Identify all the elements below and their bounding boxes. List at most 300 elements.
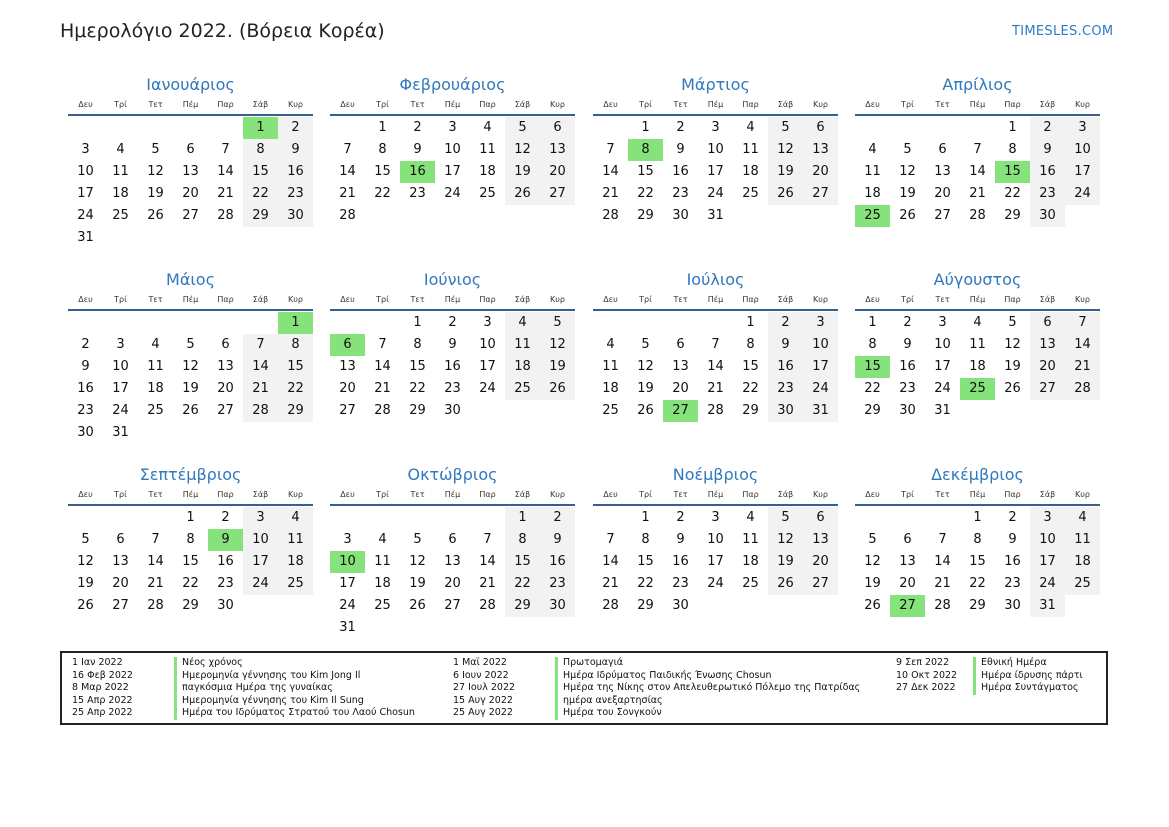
day-cell: 23: [899, 381, 916, 396]
month-calendar: [855, 72, 1100, 227]
weekday-label: Δευ: [865, 490, 880, 499]
week-row: [68, 573, 313, 595]
weekday-label: Σάβ: [514, 490, 531, 499]
day-cell: 7: [483, 532, 492, 547]
holiday-day-cell: 15: [855, 356, 890, 378]
header-divider: [68, 114, 313, 116]
week-row: [593, 595, 838, 617]
week-row: [330, 595, 575, 617]
weekday-label: Πέμ: [444, 490, 461, 499]
day-cell: 6: [938, 142, 947, 157]
empty-day-cell: [803, 205, 838, 227]
week-row: [330, 356, 575, 378]
day-cell: 4: [746, 510, 755, 525]
day-cell: 19: [1004, 359, 1021, 374]
day-cell: 31: [934, 403, 951, 418]
day-cell: 14: [243, 356, 278, 378]
day-cell: 30: [540, 595, 575, 617]
day-cell: 9: [413, 142, 422, 157]
day-cell: 26: [505, 183, 540, 205]
week-row: [593, 139, 838, 161]
header-divider: [593, 504, 838, 506]
weekday-header: [68, 98, 313, 114]
empty-day-cell: [330, 312, 365, 334]
empty-day-cell: [208, 117, 243, 139]
day-cell: 21: [217, 186, 234, 201]
day-cell: 22: [1004, 186, 1021, 201]
day-cell: 27: [182, 208, 199, 223]
month-name: Οκτώβριος: [407, 465, 498, 484]
day-cell: 6: [448, 532, 457, 547]
weekday-label: Σάβ: [1039, 295, 1056, 304]
day-cell: 9: [448, 337, 457, 352]
day-cell: 19: [77, 576, 94, 591]
day-cell: 20: [182, 186, 199, 201]
weekday-label: Παρ: [217, 295, 234, 304]
day-cell: 15: [278, 356, 313, 378]
week-row: [593, 356, 838, 378]
weekday-label: Δευ: [340, 490, 355, 499]
day-cell: 15: [969, 554, 986, 569]
week-row: [593, 378, 838, 400]
day-cell: 25: [479, 186, 496, 201]
empty-day-cell: [855, 117, 890, 139]
day-cell: 23: [768, 378, 803, 400]
day-cell: 18: [602, 381, 619, 396]
weekday-label: Παρ: [742, 295, 759, 304]
day-cell: 17: [339, 576, 356, 591]
day-cell: 28: [339, 208, 356, 223]
week-row: [855, 161, 1100, 183]
weekday-label: Παρ: [479, 490, 496, 499]
weekday-header: [330, 98, 575, 114]
day-cell: 3: [711, 510, 720, 525]
day-cell: 14: [339, 164, 356, 179]
week-row: [68, 551, 313, 573]
day-cell: 21: [339, 186, 356, 201]
week-row: [68, 334, 313, 356]
day-cell: 31: [339, 620, 356, 635]
week-row: [330, 573, 575, 595]
empty-day-cell: [1065, 595, 1100, 617]
empty-day-cell: [435, 205, 470, 227]
day-cell: 22: [409, 381, 426, 396]
day-cell: 6: [1030, 312, 1065, 334]
weekday-label: Δευ: [78, 295, 93, 304]
weekday-label: Πέμ: [444, 100, 461, 109]
empty-day-cell: [243, 227, 278, 249]
day-cell: 19: [409, 576, 426, 591]
day-cell: 4: [483, 120, 492, 135]
empty-day-cell: [803, 595, 838, 617]
day-cell: 7: [221, 142, 230, 157]
month-name: Μάρτιος: [681, 75, 750, 94]
day-cell: 16: [77, 381, 94, 396]
month-calendar: [68, 462, 313, 617]
day-cell: 13: [182, 164, 199, 179]
day-cell: 4: [378, 532, 387, 547]
day-cell: 1: [868, 315, 877, 330]
holiday-date: 1 Ιαν 2022: [72, 657, 123, 668]
day-cell: 22: [637, 576, 654, 591]
day-cell: 18: [1065, 551, 1100, 573]
day-cell: 29: [505, 595, 540, 617]
week-row: [330, 378, 575, 400]
day-cell: 8: [973, 532, 982, 547]
day-cell: 19: [864, 576, 881, 591]
day-cell: 10: [77, 164, 94, 179]
day-cell: 28: [602, 598, 619, 613]
day-cell: 28: [479, 598, 496, 613]
week-row: [68, 378, 313, 400]
day-cell: 25: [112, 208, 129, 223]
weekday-label: Κυρ: [550, 100, 565, 109]
weekday-label: Τρί: [114, 100, 127, 109]
day-cell: 20: [112, 576, 129, 591]
day-cell: 31: [112, 425, 129, 440]
day-cell: 25: [147, 403, 164, 418]
day-cell: 7: [243, 334, 278, 356]
empty-day-cell: [698, 595, 733, 617]
day-cell: 21: [1065, 356, 1100, 378]
weekday-label: Σάβ: [514, 295, 531, 304]
header-divider: [68, 504, 313, 506]
weekday-header: [855, 488, 1100, 504]
empty-day-cell: [698, 312, 733, 334]
header-divider: [593, 114, 838, 116]
day-cell: 1: [973, 510, 982, 525]
day-cell: 2: [448, 315, 457, 330]
day-cell: 17: [1030, 551, 1065, 573]
brand-link[interactable]: TIMESLES.COM: [1012, 24, 1114, 39]
day-cell: 10: [934, 337, 951, 352]
holiday-day-cell: 25: [855, 205, 890, 227]
weekday-label: Παρ: [742, 100, 759, 109]
day-cell: 12: [1004, 337, 1021, 352]
day-cell: 5: [903, 142, 912, 157]
month-name: Φεβρουάριος: [399, 75, 506, 94]
week-row: [330, 400, 575, 422]
day-cell: 21: [602, 576, 619, 591]
day-cell: 30: [672, 598, 689, 613]
day-cell: 8: [378, 142, 387, 157]
empty-day-cell: [103, 117, 138, 139]
month-name: Απρίλιος: [942, 75, 1013, 94]
header-divider: [330, 309, 575, 311]
day-cell: 19: [540, 356, 575, 378]
day-cell: 2: [903, 315, 912, 330]
day-cell: 29: [864, 403, 881, 418]
empty-day-cell: [628, 312, 663, 334]
week-row: [68, 595, 313, 617]
day-cell: 13: [444, 554, 461, 569]
day-cell: 10: [1030, 529, 1065, 551]
day-cell: 6: [540, 117, 575, 139]
day-cell: 17: [707, 554, 724, 569]
empty-day-cell: [470, 400, 505, 422]
day-cell: 6: [116, 532, 125, 547]
empty-day-cell: [208, 422, 243, 444]
day-cell: 2: [1030, 117, 1065, 139]
day-cell: 24: [77, 208, 94, 223]
day-cell: 26: [768, 183, 803, 205]
day-cell: 4: [278, 507, 313, 529]
day-cell: 14: [147, 554, 164, 569]
week-row: [68, 312, 313, 334]
empty-day-cell: [173, 312, 208, 334]
weekday-label: Δευ: [78, 490, 93, 499]
day-cell: 1: [505, 507, 540, 529]
week-row: [593, 183, 838, 205]
day-cell: 10: [479, 337, 496, 352]
holiday-day-cell: 9: [208, 529, 243, 551]
empty-day-cell: [540, 617, 575, 639]
day-cell: 18: [969, 359, 986, 374]
weekday-label: Τετ: [148, 100, 163, 109]
day-cell: 27: [217, 403, 234, 418]
day-cell: 11: [742, 142, 759, 157]
empty-day-cell: [470, 617, 505, 639]
weekday-label: Τρί: [114, 490, 127, 499]
empty-day-cell: [243, 312, 278, 334]
day-cell: 26: [77, 598, 94, 613]
day-cell: 1: [746, 315, 755, 330]
month-calendar: [593, 462, 838, 617]
empty-day-cell: [540, 400, 575, 422]
day-cell: 12: [409, 554, 426, 569]
weekday-label: Παρ: [742, 490, 759, 499]
day-cell: 20: [217, 381, 234, 396]
day-cell: 25: [742, 186, 759, 201]
weekday-label: Δευ: [865, 100, 880, 109]
day-cell: 30: [1030, 205, 1065, 227]
empty-day-cell: [103, 312, 138, 334]
weekday-label: Παρ: [1004, 100, 1021, 109]
empty-day-cell: [663, 312, 698, 334]
day-cell: 3: [81, 142, 90, 157]
weekday-label: Πέμ: [707, 490, 724, 499]
weekday-label: Τρί: [376, 100, 389, 109]
day-cell: 3: [243, 507, 278, 529]
week-row: [68, 139, 313, 161]
day-cell: 30: [672, 208, 689, 223]
week-row: [68, 356, 313, 378]
page-title: Ημερολόγιο 2022. (Βόρεια Κορέα): [60, 20, 385, 42]
week-row: [330, 551, 575, 573]
day-cell: 27: [1030, 378, 1065, 400]
day-cell: 8: [641, 532, 650, 547]
week-row: [855, 595, 1100, 617]
weekday-label: Τετ: [935, 295, 950, 304]
weekday-label: Δευ: [603, 295, 618, 304]
day-cell: 27: [112, 598, 129, 613]
day-cell: 31: [707, 208, 724, 223]
day-cell: 23: [1004, 576, 1021, 591]
weekday-label: Παρ: [217, 100, 234, 109]
day-cell: 7: [1065, 312, 1100, 334]
month-calendar: [593, 267, 838, 422]
weekday-label: Σάβ: [252, 100, 269, 109]
weekday-label: Σάβ: [252, 295, 269, 304]
weekday-label: Κυρ: [550, 490, 565, 499]
day-cell: 5: [540, 312, 575, 334]
day-cell: 9: [1030, 139, 1065, 161]
day-cell: 8: [186, 532, 195, 547]
week-row: [330, 507, 575, 529]
day-cell: 14: [1065, 334, 1100, 356]
day-cell: 14: [602, 554, 619, 569]
day-cell: 18: [278, 551, 313, 573]
day-cell: 23: [217, 576, 234, 591]
day-cell: 22: [637, 186, 654, 201]
holiday-name: Ημερομηνία γέννησης του Kim Il Sung: [174, 695, 415, 708]
empty-day-cell: [173, 227, 208, 249]
day-cell: 16: [672, 554, 689, 569]
week-row: [68, 117, 313, 139]
day-cell: 26: [899, 208, 916, 223]
day-cell: 10: [707, 532, 724, 547]
weekday-header: [330, 293, 575, 309]
day-cell: 19: [147, 186, 164, 201]
day-cell: 19: [768, 551, 803, 573]
day-cell: 9: [676, 532, 685, 547]
day-cell: 17: [112, 381, 129, 396]
day-cell: 20: [540, 161, 575, 183]
day-cell: 30: [899, 403, 916, 418]
week-row: [593, 205, 838, 227]
day-cell: 28: [707, 403, 724, 418]
empty-day-cell: [1065, 400, 1100, 422]
empty-day-cell: [103, 227, 138, 249]
holiday-date: 9 Σεπ 2022: [896, 657, 950, 668]
holiday-date: 10 Οκτ 2022: [896, 669, 958, 681]
day-cell: 20: [803, 551, 838, 573]
month-name: Νοέμβριος: [672, 465, 759, 484]
day-cell: 14: [217, 164, 234, 179]
empty-day-cell: [593, 507, 628, 529]
weekday-label: Τετ: [410, 295, 425, 304]
empty-day-cell: [890, 507, 925, 529]
weekday-label: Τετ: [148, 295, 163, 304]
weekday-label: Τρί: [639, 490, 652, 499]
holiday-name: Ημέρα του Σονγκούν: [555, 707, 860, 720]
day-cell: 7: [606, 532, 615, 547]
day-cell: 13: [112, 554, 129, 569]
day-cell: 6: [676, 337, 685, 352]
weekday-label: Παρ: [1004, 490, 1021, 499]
weekday-label: Σάβ: [514, 100, 531, 109]
day-cell: 16: [672, 164, 689, 179]
empty-day-cell: [68, 312, 103, 334]
week-row: [593, 334, 838, 356]
day-cell: 28: [243, 400, 278, 422]
empty-day-cell: [243, 422, 278, 444]
week-row: [593, 507, 838, 529]
weekday-label: Τετ: [673, 295, 688, 304]
day-cell: 24: [707, 576, 724, 591]
empty-day-cell: [593, 312, 628, 334]
day-cell: 5: [505, 117, 540, 139]
empty-day-cell: [208, 312, 243, 334]
day-cell: 18: [742, 164, 759, 179]
day-cell: 23: [672, 186, 689, 201]
empty-day-cell: [1065, 205, 1100, 227]
day-cell: 4: [151, 337, 160, 352]
empty-day-cell: [768, 595, 803, 617]
day-cell: 8: [746, 337, 755, 352]
day-cell: 2: [676, 510, 685, 525]
day-cell: 2: [768, 312, 803, 334]
month-calendar: [330, 72, 575, 227]
day-cell: 11: [374, 554, 391, 569]
week-row: [593, 117, 838, 139]
day-cell: 27: [540, 183, 575, 205]
day-cell: 4: [973, 315, 982, 330]
day-cell: 18: [147, 381, 164, 396]
day-cell: 11: [479, 142, 496, 157]
day-cell: 22: [969, 576, 986, 591]
day-cell: 3: [448, 120, 457, 135]
day-cell: 16: [217, 554, 234, 569]
weekday-label: Πέμ: [444, 295, 461, 304]
weekday-label: Σάβ: [1039, 100, 1056, 109]
day-cell: 20: [899, 576, 916, 591]
day-cell: 13: [217, 359, 234, 374]
day-cell: 25: [374, 598, 391, 613]
week-row: [593, 312, 838, 334]
day-cell: 24: [1065, 183, 1100, 205]
day-cell: 21: [147, 576, 164, 591]
day-cell: 16: [768, 356, 803, 378]
empty-day-cell: [138, 507, 173, 529]
holiday-date: 27 Δεκ 2022: [896, 682, 956, 694]
day-cell: 24: [339, 598, 356, 613]
day-cell: 17: [444, 164, 461, 179]
day-cell: 22: [864, 381, 881, 396]
day-cell: 6: [186, 142, 195, 157]
weekday-label: Κυρ: [1075, 100, 1090, 109]
day-cell: 31: [803, 400, 838, 422]
holiday-date: 1 Μαϊ 2022: [453, 657, 507, 668]
day-cell: 1: [1008, 120, 1017, 135]
holiday-name: Εθνική Ημέρα: [973, 657, 1083, 670]
day-cell: 11: [1065, 529, 1100, 551]
day-cell: 12: [768, 139, 803, 161]
weekday-label: Πέμ: [969, 100, 986, 109]
day-cell: 28: [1065, 378, 1100, 400]
day-cell: 19: [505, 161, 540, 183]
header-divider: [855, 504, 1100, 506]
day-cell: 23: [1030, 183, 1065, 205]
weekday-header: [855, 98, 1100, 114]
day-cell: 29: [182, 598, 199, 613]
day-cell: 11: [112, 164, 129, 179]
day-cell: 12: [505, 139, 540, 161]
weekday-label: Δευ: [603, 100, 618, 109]
empty-day-cell: [365, 507, 400, 529]
empty-day-cell: [278, 422, 313, 444]
day-cell: 17: [803, 356, 838, 378]
day-cell: 25: [1065, 573, 1100, 595]
holiday-date: 25 Αυγ 2022: [453, 707, 513, 719]
weekday-label: Τρί: [639, 100, 652, 109]
week-row: [330, 312, 575, 334]
day-cell: 28: [602, 208, 619, 223]
day-cell: 11: [278, 529, 313, 551]
day-cell: 10: [803, 334, 838, 356]
week-row: [330, 139, 575, 161]
empty-day-cell: [890, 117, 925, 139]
